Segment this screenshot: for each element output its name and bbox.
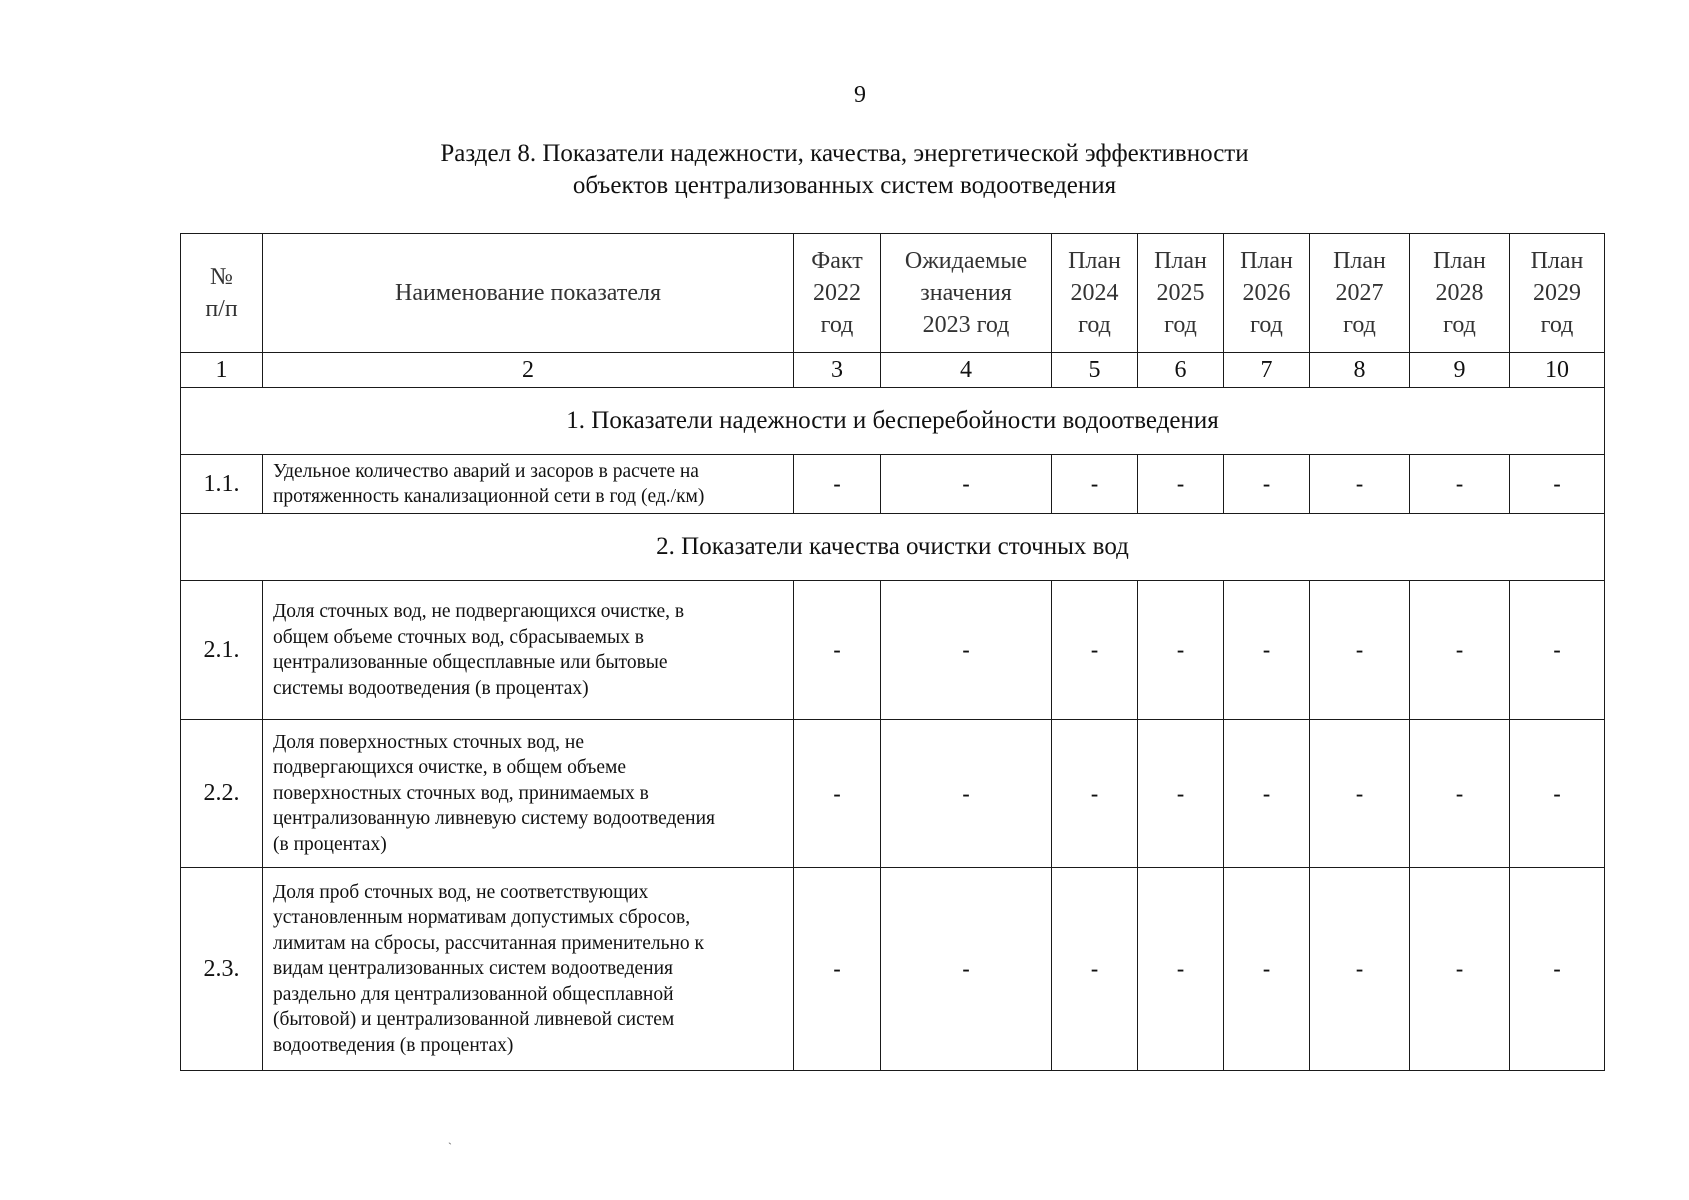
indicator-name-line: Доля сточных вод, не подвергающихся очистке, в	[273, 601, 685, 622]
indicator-name-line: протяженность канализационной сети в год (ед./км)	[273, 486, 705, 507]
value-cell: -	[794, 868, 881, 1071]
row-number: 1.1.	[181, 455, 263, 514]
section-title: 2. Показатели качества очистки сточных вод	[181, 514, 1605, 581]
indicator-name-line: централизованную ливневую систему водоотведения	[273, 808, 715, 830]
indicator-name-line: Удельное количество аварий и засоров в расчете на	[273, 460, 699, 482]
header-cell-line: План	[1530, 248, 1584, 274]
value-cell: -	[1138, 868, 1224, 1071]
table-row	[181, 720, 1605, 868]
header-cell-line: 2028	[1435, 280, 1484, 306]
indicator-name-line: лимитам на сбросы, рассчитанная применительно к	[273, 932, 705, 954]
column-number-cell: 10	[1510, 353, 1605, 388]
value-cell: -	[1410, 581, 1510, 720]
table-row	[181, 455, 1605, 514]
value-cell: -	[1510, 868, 1605, 1071]
header-cell	[1138, 234, 1224, 353]
header-cell-line: №	[210, 264, 233, 290]
header-cell	[1052, 234, 1138, 353]
title-line-1: Раздел 8. Показатели надежности, качества, энергетической эффективности	[440, 140, 1249, 167]
column-number-cell: 3	[794, 353, 881, 388]
value-cell: -	[1052, 720, 1138, 868]
header-cell	[181, 234, 263, 353]
column-number-cell: 8	[1310, 353, 1410, 388]
value-cell: -	[794, 455, 881, 514]
indicator-name-line: Доля поверхностных сточных вод, не	[273, 731, 584, 753]
header-cell-line: План	[1068, 248, 1121, 274]
column-number-row	[181, 353, 1605, 388]
indicators-table	[180, 233, 1605, 1071]
header-cell	[794, 234, 881, 353]
value-cell: -	[1410, 720, 1510, 868]
indicator-name	[263, 868, 794, 1071]
value-cell: -	[1052, 455, 1138, 514]
header-cell-line: год	[1443, 312, 1476, 338]
header-cell-line: 2022	[813, 280, 861, 306]
header-cell-line: год	[1164, 312, 1197, 338]
column-number-cell: 1	[181, 353, 263, 388]
table-row	[181, 868, 1605, 1071]
value-cell: -	[794, 581, 881, 720]
value-cell: -	[881, 868, 1052, 1071]
header-cell-line: План	[1433, 248, 1486, 274]
indicator-name-line: централизованные общесплавные или бытовые	[273, 652, 668, 673]
indicator-name	[263, 581, 794, 720]
value-cell: -	[1224, 455, 1310, 514]
indicator-name-line: (в процентах)	[273, 833, 387, 855]
value-cell: -	[1224, 868, 1310, 1071]
header-cell-line: год	[1540, 312, 1574, 338]
value-cell: -	[1052, 581, 1138, 720]
indicator-name-line: (бытовой) и централизованной ливневой систем	[273, 1009, 675, 1031]
header-cell-line: Наименование показателя	[395, 280, 661, 306]
indicator-name-line: водоотведения (в процентах)	[273, 1034, 514, 1056]
column-number-cell: 6	[1138, 353, 1224, 388]
header-cell-line: 2025	[1156, 280, 1205, 306]
value-cell: -	[1310, 455, 1410, 514]
value-cell: -	[1310, 581, 1410, 720]
indicator-name-line: раздельно для централизованной общесплавной	[273, 983, 674, 1005]
indicator-name-line: общем объеме сточных вод, сбрасываемых в	[273, 626, 644, 648]
indicator-name	[263, 720, 794, 868]
header-cell	[1310, 234, 1410, 353]
indicator-name	[263, 455, 794, 514]
header-cell-line: План	[1333, 248, 1386, 274]
header-cell-line: Ожидаемые	[904, 248, 1028, 274]
section-row	[181, 514, 1605, 581]
header-cell-line: 2026	[1242, 280, 1291, 306]
section-row	[181, 388, 1605, 455]
row-number: 2.3.	[181, 868, 263, 1071]
value-cell: -	[1310, 868, 1410, 1071]
value-cell: -	[1510, 455, 1605, 514]
header-cell	[1510, 234, 1605, 353]
header-cell-line: 2024	[1070, 280, 1119, 306]
value-cell: -	[1224, 720, 1310, 868]
column-number-cell: 4	[881, 353, 1052, 388]
indicator-name-line: системы водоотведения (в процентах)	[273, 677, 589, 699]
value-cell: -	[1410, 868, 1510, 1071]
value-cell: -	[1052, 868, 1138, 1071]
value-cell: -	[1510, 720, 1605, 868]
indicator-name-line: подвергающихся очистке, в общем объеме	[273, 757, 627, 779]
row-number: 2.1.	[181, 581, 263, 720]
indicator-name-line: видам централизованных систем водоотведения	[273, 958, 673, 980]
value-cell: -	[1224, 581, 1310, 720]
header-row	[181, 234, 1605, 353]
value-cell: -	[1138, 720, 1224, 868]
value-cell: -	[1410, 455, 1510, 514]
indicator-name-line: установленным нормативам допустимых сбросов,	[273, 907, 691, 929]
header-cell-line: 2027	[1335, 280, 1384, 306]
header-cell-line: 2029	[1533, 280, 1581, 306]
indicator-name-line: поверхностных сточных вод, принимаемых в	[273, 782, 649, 804]
header-cell-line: 2023 год	[922, 312, 1010, 338]
value-cell: -	[881, 720, 1052, 868]
title-line-2: объектов централизованных систем водоотведения	[572, 172, 1117, 199]
header-cell	[881, 234, 1052, 353]
header-cell-line: год	[820, 312, 854, 338]
table-row	[181, 581, 1605, 720]
page-title	[0, 138, 1689, 202]
page-number: 9	[854, 82, 866, 108]
value-cell: -	[1510, 581, 1605, 720]
header-cell-line: План	[1154, 248, 1207, 274]
section-title: 1. Показатели надежности и бесперебойности водоотведения	[181, 388, 1605, 455]
header-cell-line: План	[1240, 248, 1293, 274]
row-number: 2.2.	[181, 720, 263, 868]
value-cell: -	[1138, 455, 1224, 514]
header-cell	[263, 234, 794, 353]
value-cell: -	[1310, 720, 1410, 868]
column-number-cell: 9	[1410, 353, 1510, 388]
header-cell-line: Факт	[811, 248, 863, 274]
value-cell: -	[794, 720, 881, 868]
column-number-cell: 2	[263, 353, 794, 388]
header-cell-line: п/п	[205, 296, 238, 322]
header-cell-line: значения	[920, 280, 1012, 306]
value-cell: -	[881, 581, 1052, 720]
indicator-name-line: Доля проб сточных вод, не соответствующих	[273, 881, 649, 903]
header-cell-line: год	[1343, 312, 1376, 338]
header-cell	[1410, 234, 1510, 353]
column-number-cell: 5	[1052, 353, 1138, 388]
value-cell: -	[881, 455, 1052, 514]
header-cell	[1224, 234, 1310, 353]
header-cell-line: год	[1250, 312, 1283, 338]
header-cell-line: год	[1078, 312, 1111, 338]
value-cell: -	[1138, 581, 1224, 720]
column-number-cell: 7	[1224, 353, 1310, 388]
scan-mark: `	[448, 1140, 452, 1154]
